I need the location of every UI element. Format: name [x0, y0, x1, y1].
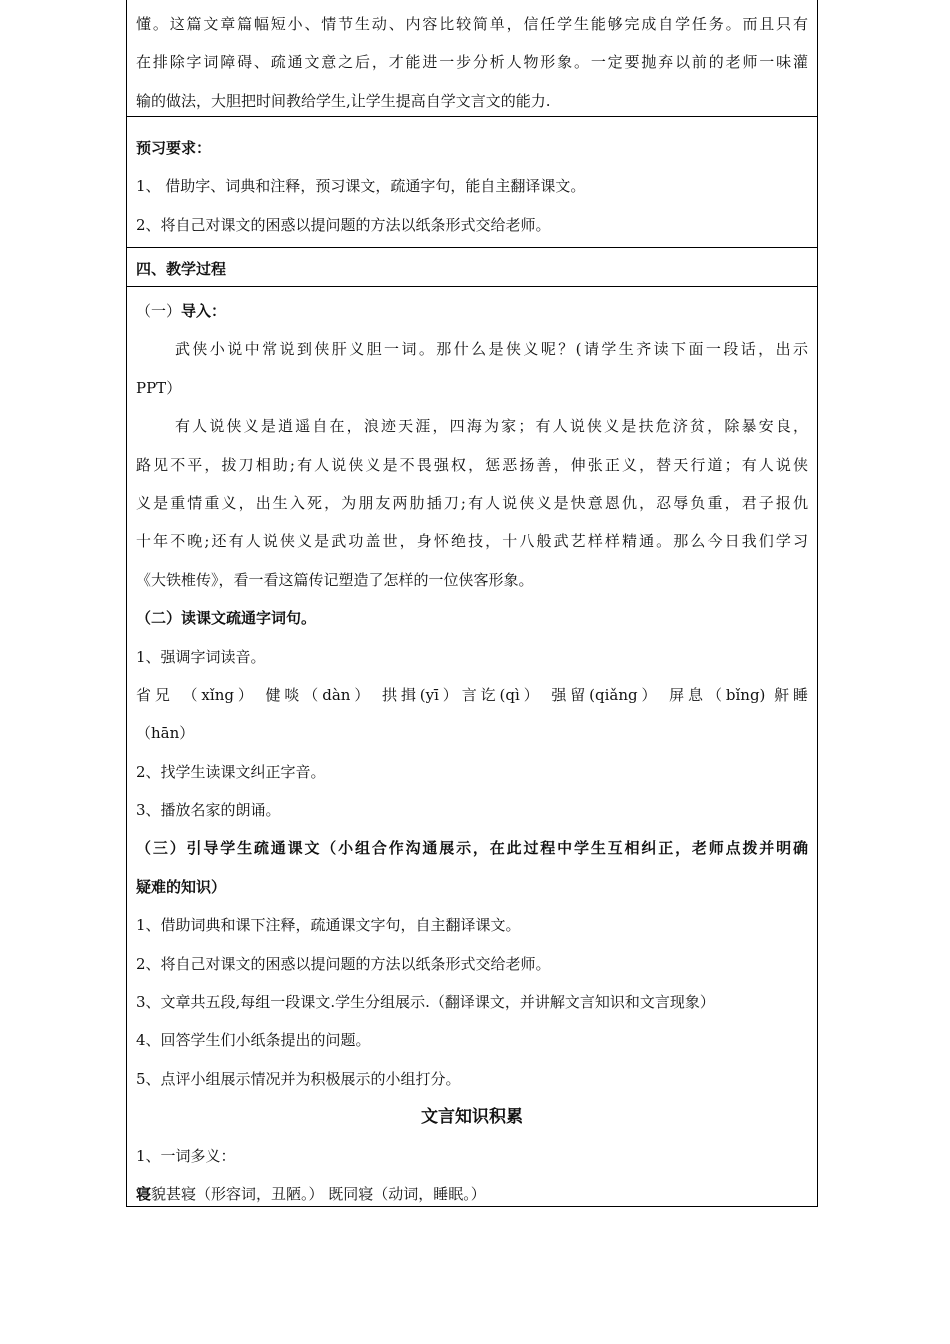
- intro-line: 懂。这篇文章篇幅短小、情节生动、内容比较简单，信任学生能够完成自学任务。而且只有: [136, 15, 808, 33]
- section-1-heading: [136, 292, 808, 330]
- section-3-item: 1、借助词典和课下注释，疏通课文字句，自主翻译课文。: [136, 916, 521, 935]
- intro-cell: [127, 5, 817, 120]
- section-3-item: 4、回答学生们小纸条提出的问题。: [136, 1031, 371, 1050]
- knowledge-item: 1、一词多义：: [136, 1146, 236, 1165]
- section-2-item: 2、找学生读课文纠正字音。: [136, 762, 326, 781]
- process-body-cell: [127, 292, 817, 1213]
- para-1-line: 武侠小说中常说到侠肝义胆一词。那什么是侠义呢？(请学生齐读下面一段话，出示: [175, 340, 808, 359]
- row-divider: [127, 116, 817, 117]
- preview-item: 2、将自己对课文的困惑以提问题的方法以纸条形式交给老师。: [136, 215, 551, 234]
- pronunciation-line: （hān）: [136, 724, 195, 743]
- para-2-line: 路见不平，拔刀相助;有人说侠义是不畏强权，惩恶扬善，伸张正义，替天行道；有人说侠: [136, 455, 808, 474]
- row-divider: [127, 247, 817, 248]
- section-3-title: （三）引导学生疏通课文（小组合作沟通展示，在此过程中学生互相纠正，老师点拨并明确: [136, 839, 808, 858]
- section-2-item: 3、播放名家的朗诵。: [136, 801, 281, 820]
- knowledge-entry: [136, 1175, 808, 1213]
- para-2-line: 十年不晚;还有人说侠义是武功盖世，身怀绝技，十八般武艺样样精通。那么今日我们学习: [136, 532, 808, 551]
- section-3-item: 5、点评小组展示情况并为积极展示的小组打分。: [136, 1069, 461, 1088]
- section-1-prefix: （一）: [136, 302, 182, 320]
- preview-cell: [127, 129, 817, 244]
- pronunciation-line: 省兄 （xǐng） 健啖（dàn） 拱揖(yī）言讫(qì） 强留(qiǎng） 屏息（bǐng) 鼾睡: [136, 685, 808, 704]
- section-2-title: （二）读课文疏通字词句。: [136, 609, 317, 628]
- row-divider: [127, 286, 817, 287]
- lesson-table: [126, 0, 818, 1207]
- para-2-line: 义是重情重义，出生入死，为朋友两肋插刀;有人说侠义是快意恩仇，忍辱负重，君子报仇: [136, 493, 808, 512]
- knowledge-entry-key: 寝: [136, 1184, 152, 1203]
- preview-item: 1、 借助字、词典和注释，预习课文，疏通字句，能自主翻译课文。: [136, 177, 586, 196]
- section-3-item: 3、文章共五段,每组一段课文.学生分组展示.（翻译课文，并讲解文言知识和文言现象）: [136, 993, 715, 1012]
- para-1-line: PPT）: [136, 378, 182, 397]
- para-2-line: 《大铁椎传》，看一看这篇传记塑造了怎样的一位侠客形象。: [136, 570, 534, 589]
- knowledge-title: 文言知识积累: [421, 1107, 523, 1128]
- process-heading-cell: [127, 252, 817, 286]
- intro-line: 输的做法，大胆把时间教给学生,让学生提高自学文言文的能力.: [136, 91, 551, 110]
- process-heading: 四、教学过程: [136, 260, 227, 278]
- knowledge-entry-text: 貌甚寝（形容词，丑陋。） 既同寝（动词，睡眠。）: [151, 1184, 486, 1203]
- section-1-title: 导入：: [181, 302, 227, 320]
- preview-heading: 预习要求：: [136, 139, 212, 157]
- section-2-item: 1、强调字词读音。: [136, 647, 266, 666]
- para-2-line: 有人说侠义是逍遥自在，浪迹天涯，四海为家；有人说侠义是扶危济贫，除暴安良，: [175, 417, 808, 436]
- section-3-item: 2、将自己对课文的困惑以提问题的方法以纸条形式交给老师。: [136, 954, 551, 973]
- section-3-title: 疑难的知识）: [136, 877, 227, 896]
- intro-line: 在排除字词障碍、疏通文意之后，才能进一步分析人物形象。一定要抛弃以前的老师一味灌: [136, 53, 808, 72]
